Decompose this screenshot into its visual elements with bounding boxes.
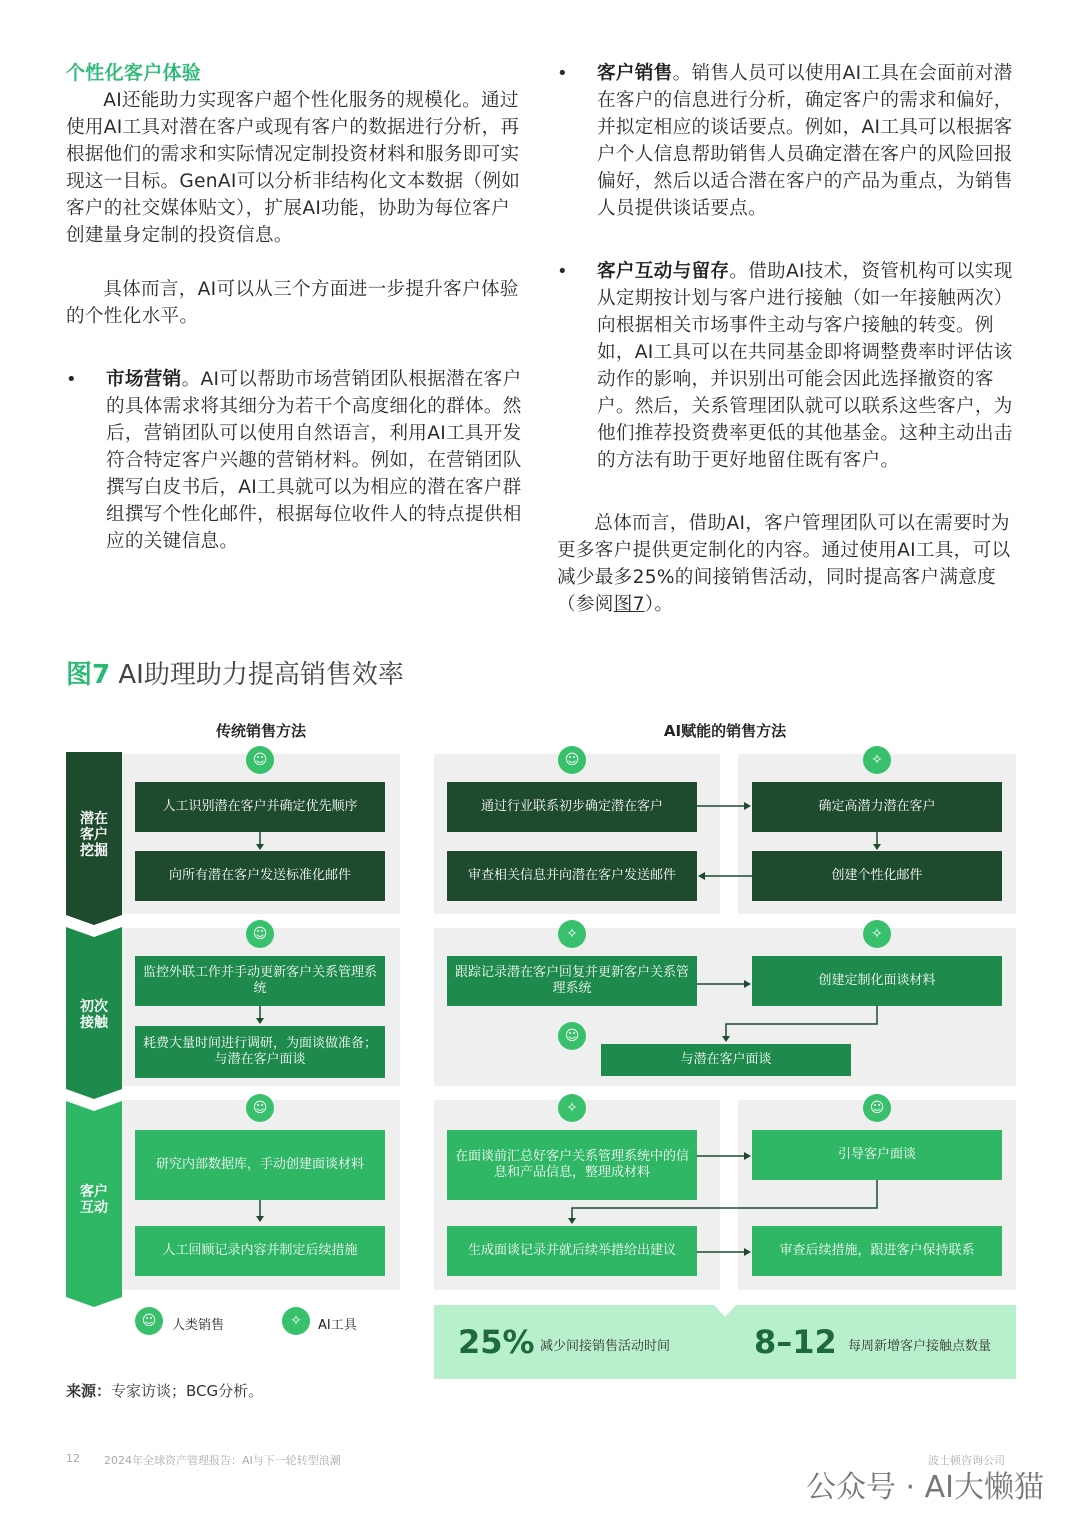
arrow-head — [744, 1248, 751, 1256]
legend-human-icon: ☺ — [135, 1307, 163, 1335]
ai-step-industry-contacts: 通过行业联系初步确定潜在客户 — [447, 782, 697, 832]
trad-step-internal-db: 研究内部数据库，手动创建面谈材料 — [135, 1130, 385, 1200]
human-sales-icon: ☺ — [863, 1094, 891, 1122]
aspects-paragraph: 具体而言，AI可以从三个方面进一步提升客户体验的个性化水平。 — [66, 279, 519, 327]
header-ai: AI赋能的销售方法 — [663, 722, 787, 740]
human-sales-icon: ☺ — [246, 920, 274, 948]
arrow-head — [873, 844, 881, 850]
ai-step-generate-notes: 生成面谈记录并就后续举措给出建议 — [447, 1226, 697, 1276]
figure-number: 图7 — [66, 660, 111, 690]
human-sales-icon: ☺ — [246, 746, 274, 774]
arrow-head — [698, 872, 705, 880]
human-sales-icon: ☺ — [558, 746, 586, 774]
bullet-marketing-title: 市场营销 — [106, 369, 182, 390]
stat-touchpoints-label: 每周新增客户接触点数量 — [848, 1339, 992, 1354]
stat-time-label: 减少间接销售活动时间 — [540, 1339, 671, 1354]
stage-label-first-contact: 初次接触 — [80, 999, 108, 1031]
stage-label-engagement: 客户互动 — [80, 1184, 108, 1216]
section-title: 个性化客户体验 — [66, 62, 202, 84]
bullet-client-sales-title: 客户销售 — [597, 63, 673, 84]
stats-notch — [434, 1305, 1016, 1319]
arrow-head — [256, 844, 264, 850]
source-label: 来源： — [66, 1382, 112, 1400]
stat-time-value: 25% — [458, 1323, 535, 1361]
arrow-head — [744, 802, 751, 810]
summary-text: 总体而言，借助AI，客户管理团队可以在需要时为更多客户提供更定制化的内容。通过使用AI工具，可以减少最多25%的间接销售活动，同时提高客户满意度（参阅 — [557, 513, 1011, 615]
bullet-dot: • — [557, 261, 568, 282]
legend-human-label: 人类销售 — [172, 1318, 225, 1333]
ai-step-guide-meeting: 引导客户面谈 — [752, 1130, 1002, 1180]
ai-tool-icon: ✧ — [558, 1094, 586, 1122]
bullet-client-sales-text: 。销售人员可以使用AI工具在会面前对潜在客户的信息进行分析，确定客户的需求和偏好，并拟定相应的谈话要点。例如，AI工具可以根据客户个人信息帮助销售人员确定潜在客户的风险回报偏好，然后以适合潜在客户的产品为重点，为销售人员提供谈话要点。 — [597, 63, 1013, 219]
human-sales-icon: ☺ — [558, 1022, 586, 1050]
watermark: 公众号 · AI大懒猫 — [806, 1470, 1044, 1505]
bullet-dot: • — [557, 63, 568, 84]
figure-link[interactable]: 图7 — [613, 594, 645, 615]
ai-step-custom-materials: 创建定制化面谈材料 — [752, 956, 1002, 1006]
ai-step-compile-crm: 在面谈前汇总好客户关系管理系统中的信息和产品信息，整理成材料 — [447, 1130, 697, 1200]
ai-tool-icon: ✧ — [863, 920, 891, 948]
panel-chevron — [400, 780, 416, 832]
stats-banner — [434, 1305, 1016, 1379]
arrow-head — [568, 1218, 576, 1224]
intro-paragraph: AI还能助力实现客户超个性化服务的规模化。通过使用AI工具对潜在客户或现有客户的数据进行分析，再根据他们的需求和实际情况定制投资材料和服务即可实现这一目标。GenAI可以分析非结构化文本数据（例如客户的社交媒体贴文），扩展AI功能，协助为每位客户创建量身定制的投资信息。 — [66, 90, 521, 246]
trad-step-standard-email: 向所有潜在客户发送标准化邮件 — [135, 851, 385, 901]
arrow-head — [256, 1018, 264, 1024]
report-title: 2024年全球资产管理报告：AI与下一轮转型浪潮 — [104, 1454, 341, 1467]
ai-step-review-send: 审查相关信息并向潜在客户发送邮件 — [447, 851, 697, 901]
trad-step-research-meet: 耗费大量时间进行调研，为面谈做准备；与潜在客户面谈 — [135, 1026, 385, 1078]
ai-tool-icon: ✧ — [558, 920, 586, 948]
arrow-head — [744, 980, 751, 988]
bullet-dot: • — [66, 369, 77, 390]
stage-label-prospecting: 潜在客户挖掘 — [80, 811, 108, 859]
bullet-retention-text: 。借助AI技术，资管机构可以实现从定期按计划与客户进行接触（如一年接触两次）向根据相关市场事件主动与客户接触的转变。例如，AI工具可以在共同基金即将调整费率时评估该动作的影响，并识别出可能会因此选择撤资的客户。然后，关系管理团队就可以联系这些客户，为他们推荐投资费率更低的其他基金。这种主动出击的方法有助于更好地留住既有客户。 — [597, 261, 1013, 471]
source-note — [66, 1380, 263, 1401]
arrow-head — [744, 1152, 751, 1160]
bullet-retention-title: 客户互动与留存 — [597, 261, 730, 282]
company-name: 波士顿咨询公司 — [928, 1454, 1005, 1467]
page-number: 12 — [66, 1452, 80, 1465]
summary-end: ）。 — [644, 594, 674, 615]
bullet-marketing-text: 。AI可以帮助市场营销团队根据潜在客户的具体需求将其细分为若干个高度细化的群体。然后，营销团队可以使用自然语言，利用AI工具开发符合特定客户兴趣的营销材料。例如，在营销团队撰写白皮书后，AI工具就可以为相应的潜在客户群组撰写个性化邮件，根据每位收件人的特点提供相应的关键信息。 — [106, 369, 522, 552]
legend-ai-label: AI工具 — [318, 1318, 357, 1333]
human-sales-icon: ☺ — [246, 1094, 274, 1122]
source-text: 专家访谈；BCG分析。 — [111, 1382, 264, 1400]
ai-tool-icon: ✧ — [863, 746, 891, 774]
arrow-line — [726, 1006, 877, 1038]
arrow-head — [722, 1036, 730, 1042]
trad-step-manual-review: 人工回顾记录内容并制定后续措施 — [135, 1226, 385, 1276]
ai-step-meet-prospect: 与潜在客户面谈 — [601, 1044, 851, 1076]
ai-step-high-potential: 确定高潜力潜在客户 — [752, 782, 1002, 832]
arrow-head — [256, 1216, 264, 1222]
ai-step-track-replies: 跟踪记录潜在客户回复并更新客户关系管理系统 — [447, 956, 697, 1006]
trad-step-monitor-crm: 监控外联工作并手动更新客户关系管理系统 — [135, 956, 385, 1006]
ai-step-review-followup: 审查后续措施，跟进客户保持联系 — [752, 1226, 1002, 1276]
header-traditional: 传统销售方法 — [215, 722, 306, 740]
trad-step-identify: 人工识别潜在客户并确定优先顺序 — [135, 782, 385, 832]
figure-title-text: AI助理助力提高销售效率 — [110, 660, 404, 690]
ai-step-personalized-email: 创建个性化邮件 — [752, 851, 1002, 901]
stat-touchpoints-value: 8–12 — [754, 1323, 837, 1361]
legend-ai-icon: ✧ — [282, 1307, 310, 1335]
